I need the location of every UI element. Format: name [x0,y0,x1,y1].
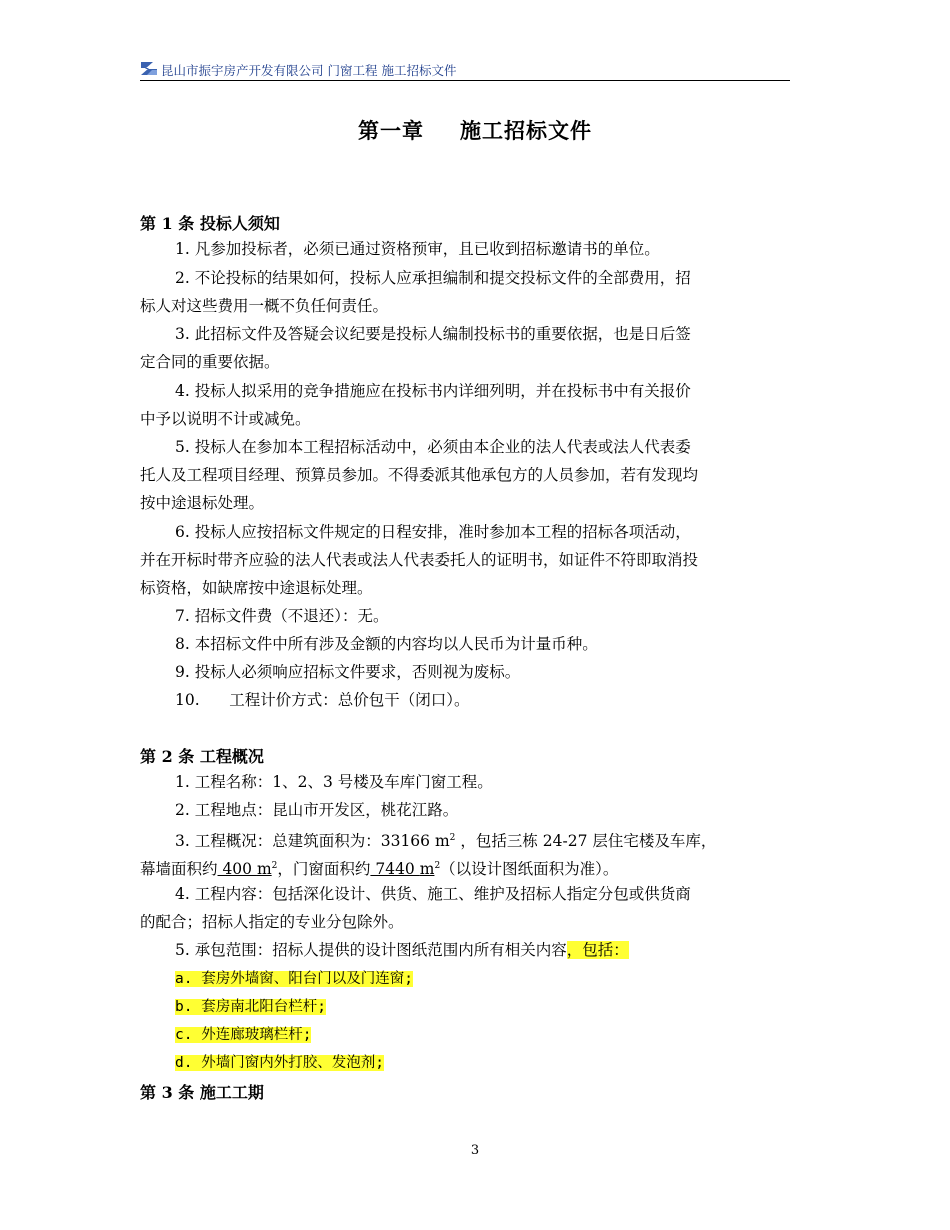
paragraph-line [140,968,845,989]
page-header [140,58,790,81]
paragraph-line: 2. 工程地点：昆山市开发区，桃花江路。 [175,801,459,819]
section-2-heading: 第 2 条 工程概况 [140,747,264,766]
window-area-unit: m [419,860,435,879]
paragraph-line: 按中途退标处理。 [140,494,265,512]
section-3-heading: 第 3 条 施工工期 [140,1083,264,1102]
paragraph-line: 中予以说明不计或减免。 [140,410,311,428]
chapter-title [0,115,950,145]
paragraph-line: 1. 工程名称：1、2、3 号楼及车库门窗工程。 [175,773,493,791]
curtain-wall-area-value: 400 [217,860,257,879]
paragraph-line: 4. 投标人拟采用的竞争措施应在投标书内详细列明，并在投标书中有关报价 [175,382,691,400]
paragraph-line: 的配合；招标人指定的专业分包除外。 [140,913,404,931]
paragraph-line: 6. 投标人应按招标文件规定的日程安排，准时参加本工程的招标各项活动， [175,523,691,541]
paragraph-line [140,940,845,960]
highlighted-text: ，包括： [566,941,629,959]
paragraph-line: 10. 工程计价方式：总价包干（闭口）。 [175,691,470,709]
curtain-wall-area [218,860,272,878]
company-logo-icon [140,61,158,76]
item3-text-c: 幕墙面积约 [140,860,218,879]
superscript: 2 [271,861,278,871]
superscript: 2 [449,833,456,843]
curtain-wall-area-unit: m [256,860,272,879]
paragraph-line [140,828,845,851]
paragraph-line: 3. 此招标文件及答疑会议纪要是投标人编制投标书的重要依据，也是日后签 [175,325,691,343]
paragraph-line: 7. 招标文件费（不退还）：无。 [175,607,389,625]
item5-text: 5. 承包范围：招标人提供的设计图纸范围内所有相关内容 [175,941,567,959]
paragraph-line: 4. 工程内容：包括深化设计、供货、施工、维护及招标人指定分包或供货商 [175,885,691,903]
chapter-number: 第一章 [358,118,424,143]
paragraph-line [140,856,810,879]
window-area [370,860,434,878]
highlighted-list-item: a. 套房外墙窗、阳台门以及门连窗; [175,971,413,987]
paragraph-line: 并在开标时带齐应验的法人代表或法人代表委托人的证明书，如证件不符即取消投 [140,551,699,569]
paragraph-line: 托人及工程项目经理、预算员参加。不得委派其他承包方的人员参加，若有发现均 [140,466,699,484]
highlighted-list-item: d. 外墙门窗内外打胶、发泡剂; [175,1055,384,1071]
paragraph-line [140,996,845,1017]
paragraph-line: 标人对这些费用一概不负任何责任。 [140,297,389,315]
highlighted-list-item: b. 套房南北阳台栏杆; [175,999,326,1015]
section-1-heading: 第 1 条 投标人须知 [140,214,280,233]
paragraph-line: 标资格，如缺席按中途退标处理。 [140,579,373,597]
header-text: 昆山市振宇房产开发有限公司 门窗工程 施工招标文件 [161,63,457,78]
item3-text-e: （以设计图纸面积为准）。 [440,860,619,879]
window-area-value: 7440 [370,860,420,879]
paragraph-line: 定合同的重要依据。 [140,353,280,371]
page-number: 3 [470,1143,480,1158]
paragraph-line: 8. 本招标文件中所有涉及金额的内容均以人民币为计量币种。 [175,635,598,653]
item3-text-b: ，包括三栋 24-27 层住宅楼及车库， [455,832,717,851]
paragraph-line: 1. 凡参加投标者，必须已通过资格预审，且已收到招标邀请书的单位。 [175,240,660,258]
paragraph-line [140,1024,845,1045]
paragraph-line: 2. 不论投标的结果如何，投标人应承担编制和提交投标文件的全部费用，招 [175,269,691,287]
paragraph-line: 5. 投标人在参加本工程招标活动中，必须由本企业的法人代表或法人代表委 [175,438,691,456]
highlighted-list-item: c. 外连廊玻璃栏杆; [175,1027,312,1043]
paragraph-line: 9. 投标人必须响应招标文件要求，否则视为废标。 [175,663,521,681]
item3-text-a: 3. 工程概况：总建筑面积为：33166 m [175,832,450,851]
paragraph-line [140,1052,845,1073]
chapter-name: 施工招标文件 [460,118,592,143]
item3-text-d: ，门窗面积约 [277,860,371,879]
superscript: 2 [434,861,441,871]
